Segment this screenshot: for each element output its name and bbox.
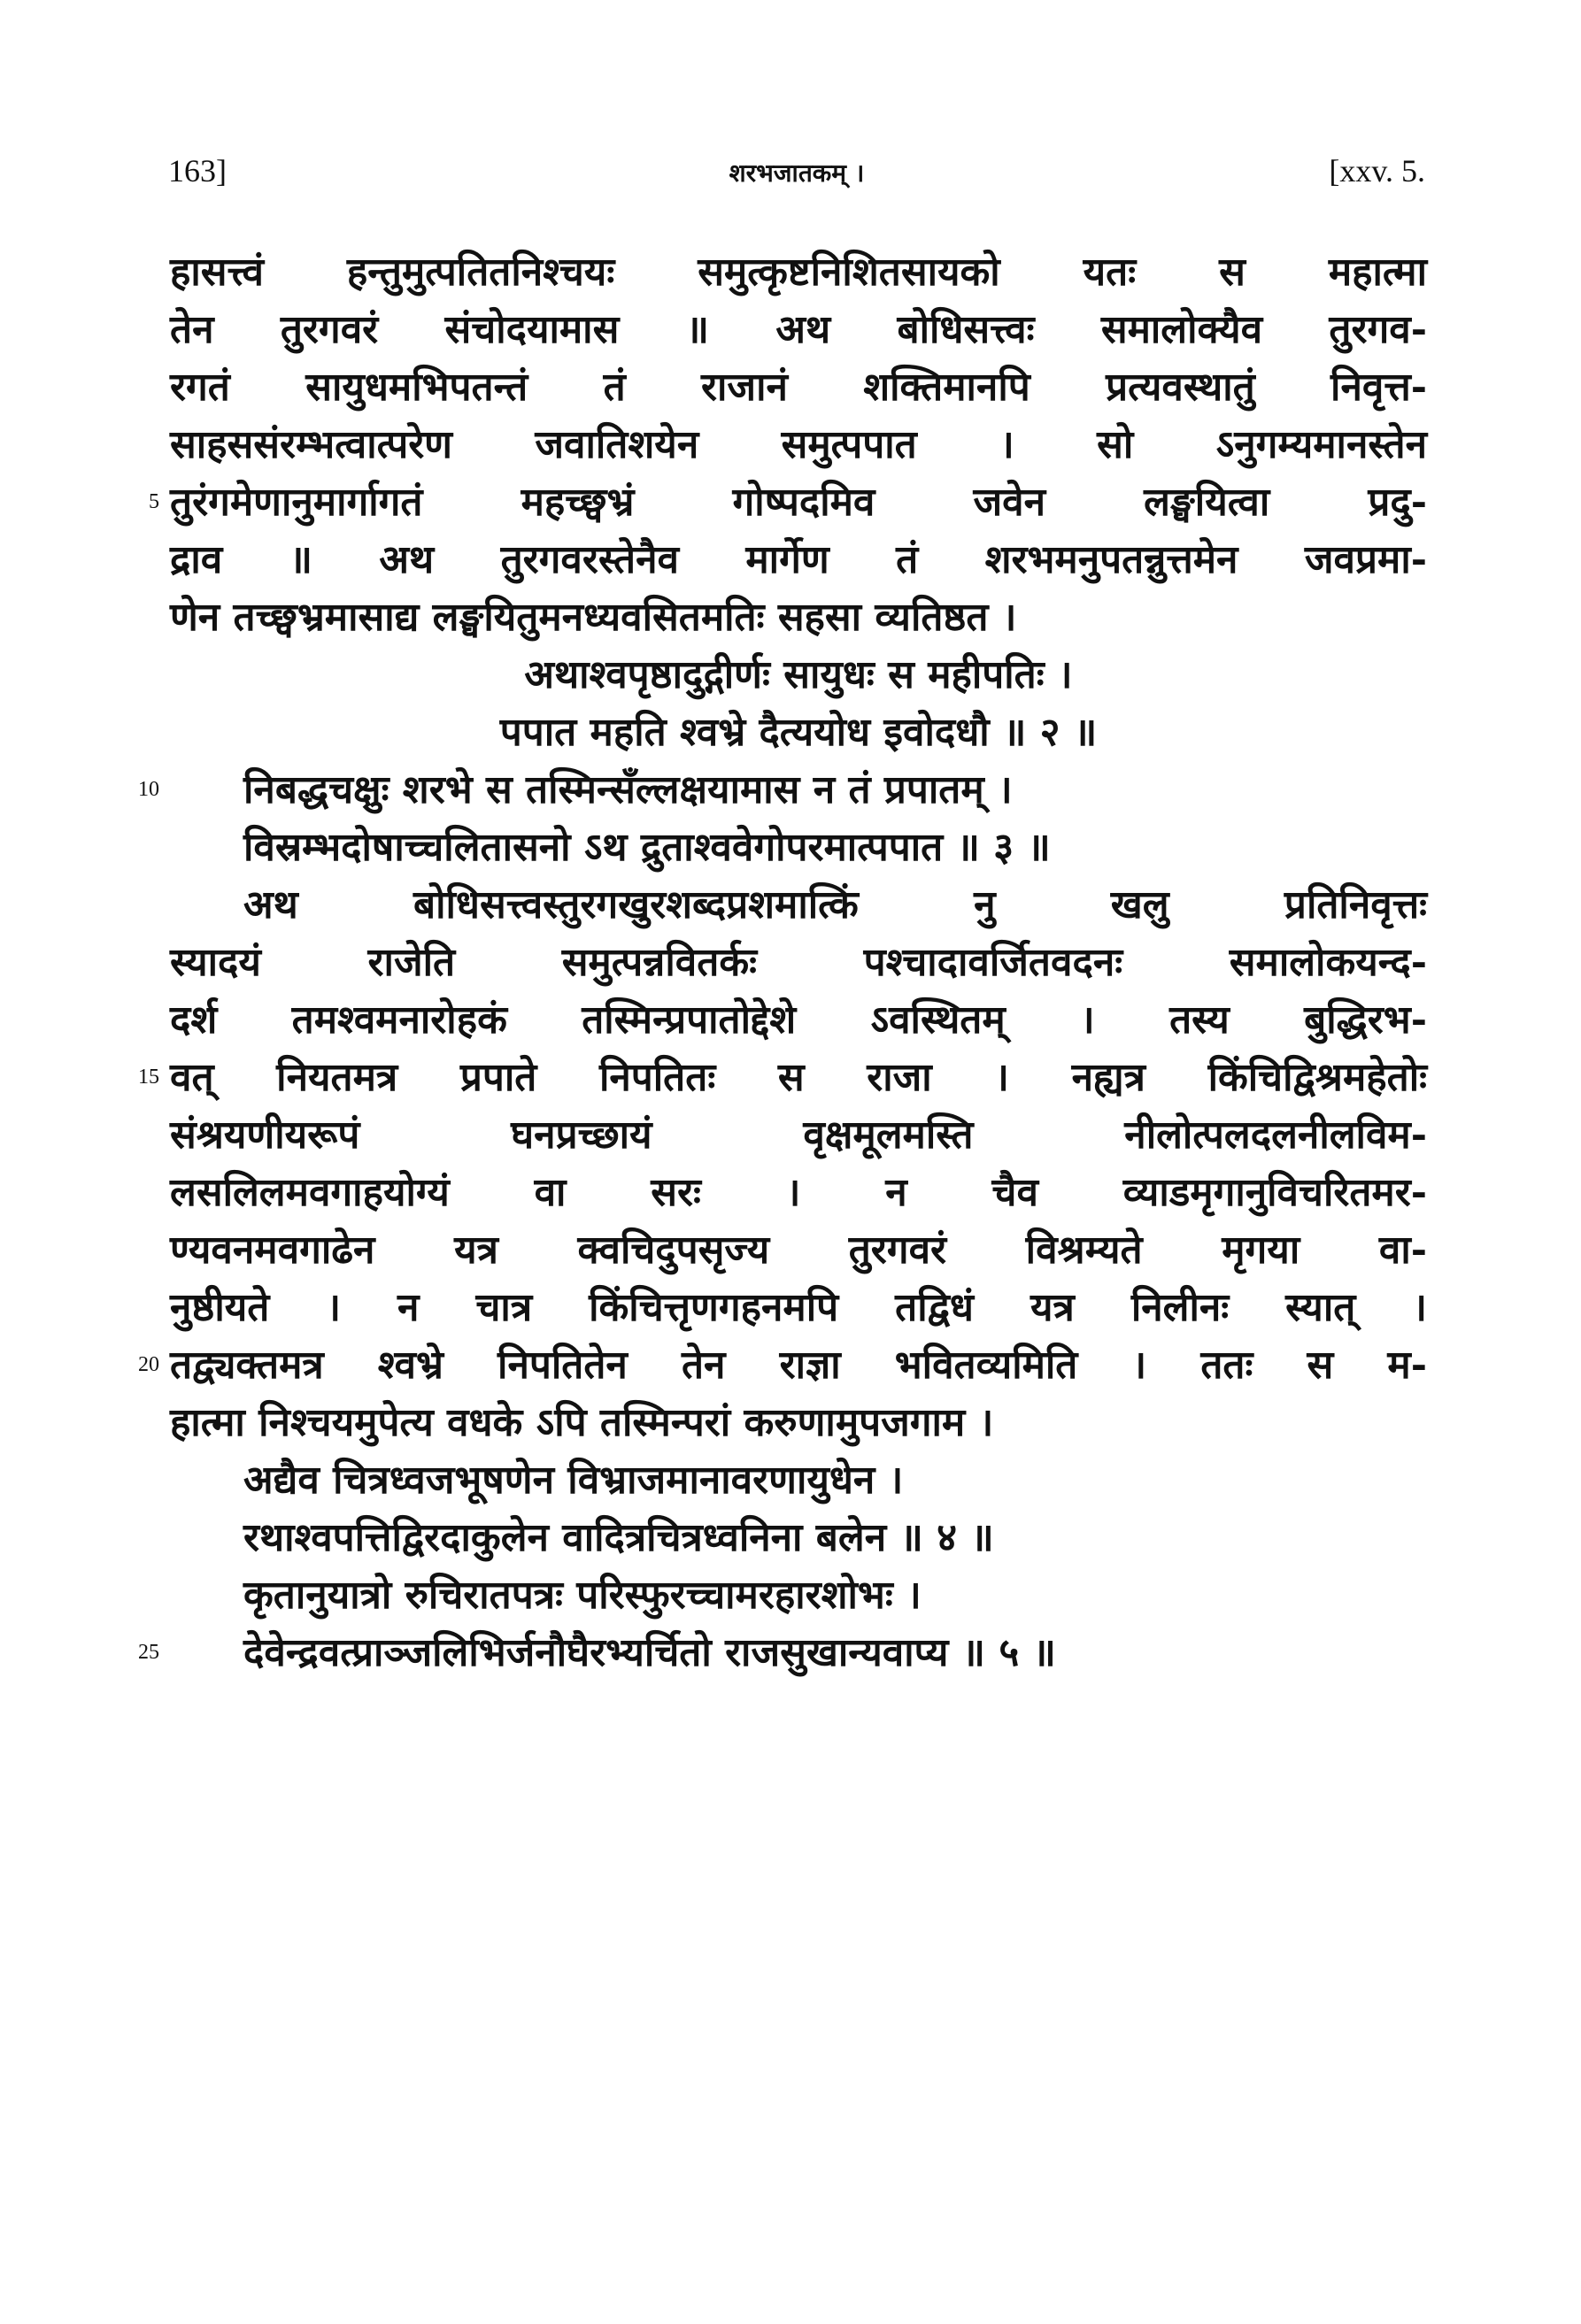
line-number: 15	[138, 1066, 159, 1089]
text-line	[0, 416, 1581, 473]
section-reference: [xxv. 5.	[1329, 153, 1425, 189]
line-text: कृतानुयात्रो रुचिरातपत्रः परिस्फुरच्चामरहारशोभः ।	[243, 1573, 922, 1618]
line-text: पपात महति श्वभ्रे दैत्ययोध इवोदधौ ॥ २ ॥	[499, 710, 1098, 755]
verse-line	[0, 646, 1581, 704]
text-line	[0, 1221, 1581, 1279]
page-number: 163]	[168, 153, 227, 189]
line-text: साहससंरम्भत्वात्परेण जवातिशयेन समुत्पपात । सो ऽनुगम्यमानस्तेन	[170, 422, 1427, 467]
line-text: देवेन्द्रवत्प्राञ्जलिभिर्जनौघैरभ्यर्चितो राजसुखान्यवाप्य ॥ ५ ॥	[243, 1630, 1056, 1675]
verse-line	[0, 1624, 1581, 1681]
line-text: विस्रम्भदोषाच्चलितासनो ऽथ द्रुताश्ववेगोपरमात्पपात ॥ ३ ॥	[243, 825, 1051, 870]
text-line	[0, 934, 1581, 991]
line-text: तद्व्यक्तमत्र श्वभ्रे निपतितेन तेन राज्ञा भवितव्यमिति । ततः स म-	[170, 1343, 1427, 1388]
verse-line	[0, 761, 1581, 819]
line-text: नुष्ठीयते । न चात्र किंचित्तृणगहनमपि तद्विधं यत्र निलीनः स्यात् ।	[170, 1285, 1427, 1330]
verse-line	[0, 819, 1581, 876]
text-line	[0, 243, 1581, 301]
line-text: हात्मा निश्चयमुपेत्य वधके ऽपि तस्मिन्परां करुणामुपजगाम ।	[170, 1400, 994, 1445]
text-body	[0, 243, 1581, 1681]
verse-line	[0, 1566, 1581, 1624]
line-text: दर्श तमश्वमनारोहकं तस्मिन्प्रपातोद्देशे ऽवस्थितम् । तस्य बुद्धिरभ-	[170, 997, 1427, 1043]
line-number: 20	[138, 1353, 159, 1376]
line-number: 5	[149, 490, 159, 513]
line-text: लसलिलमवगाहयोग्यं वा सरः । न चैव व्याडमृगानुविचरितमर-	[170, 1170, 1427, 1215]
text-line	[0, 876, 1581, 934]
text-line	[0, 358, 1581, 416]
text-line	[0, 301, 1581, 358]
line-number: 10	[138, 778, 159, 801]
text-line	[0, 991, 1581, 1049]
line-text: वत् नियतमत्र प्रपाते निपतितः स राजा । नह्यत्र किंचिद्विश्रमहेतोः	[170, 1055, 1427, 1100]
line-text: निबद्धचक्षुः शरभे स तस्मिन्सँल्लक्षयामास न तं प्रपातम् ।	[243, 767, 1013, 812]
line-text: अथाश्वपृष्ठादुद्गीर्णः सायुधः स महीपतिः ।	[524, 652, 1073, 697]
verse-line	[0, 1451, 1581, 1509]
line-text: तुरंगमेणानुमार्गागतं महच्छ्वभ्रं गोष्पदमिव जवेन लङ्घयित्वा प्रदु-	[170, 480, 1427, 525]
text-line	[0, 1394, 1581, 1451]
text-line	[0, 1106, 1581, 1164]
line-text: स्यादयं राजेति समुत्पन्नवितर्कः पश्चादावर्जितवदनः समालोकयन्द-	[170, 940, 1427, 985]
text-line	[0, 1049, 1581, 1106]
line-text: द्राव ॥ अथ तुरगवरस्तेनैव मार्गेण तं शरभमनुपतन्नुत्तमेन जवप्रमा-	[170, 537, 1427, 582]
text-line	[0, 1336, 1581, 1394]
line-number: 25	[138, 1641, 159, 1664]
line-text: अद्यैव चित्रध्वजभूषणेन विभ्राजमानावरणायुधेन ।	[243, 1458, 904, 1503]
line-text: रगतं सायुधमभिपतन्तं तं राजानं शक्तिमानपि प्रत्यवस्थातुं निवृत्त-	[170, 365, 1427, 410]
line-text: हासत्त्वं हन्तुमुत्पतितनिश्चयः समुत्कृष्टनिशितसायको यतः स महात्मा	[170, 250, 1427, 295]
text-line	[0, 1164, 1581, 1221]
verse-line	[0, 1509, 1581, 1566]
verse-line	[0, 704, 1581, 761]
line-text: संश्रयणीयरूपं घनप्रच्छायं वृक्षमूलमस्ति नीलोत्पलदलनीलविम-	[170, 1112, 1427, 1158]
line-text: ण्यवनमवगाढेन यत्र क्वचिदुपसृज्य तुरगवरं विश्रम्यते मृगया वा-	[170, 1227, 1427, 1273]
text-line	[0, 589, 1581, 646]
line-text: रथाश्वपत्तिद्विरदाकुलेन वादित्रचित्रध्वनिना बलेन ॥ ४ ॥	[243, 1515, 994, 1560]
text-line	[0, 1279, 1581, 1336]
line-text: तेन तुरगवरं संचोदयामास ॥ अथ बोधिसत्त्वः समालोक्यैव तुरगव-	[170, 307, 1427, 352]
page-header	[168, 152, 1425, 196]
line-text: णेन तच्छ्वभ्रमासाद्य लङ्घयितुमनध्यवसितमतिः सहसा व्यतिष्ठत ।	[170, 595, 1017, 640]
text-line	[0, 473, 1581, 531]
line-text: अथ बोधिसत्त्वस्तुरगखुरशब्दप्रशमात्किं नु खलु प्रतिनिवृत्तः	[243, 882, 1427, 927]
running-title: शरभजातकम् ।	[729, 158, 865, 188]
text-line	[0, 531, 1581, 589]
